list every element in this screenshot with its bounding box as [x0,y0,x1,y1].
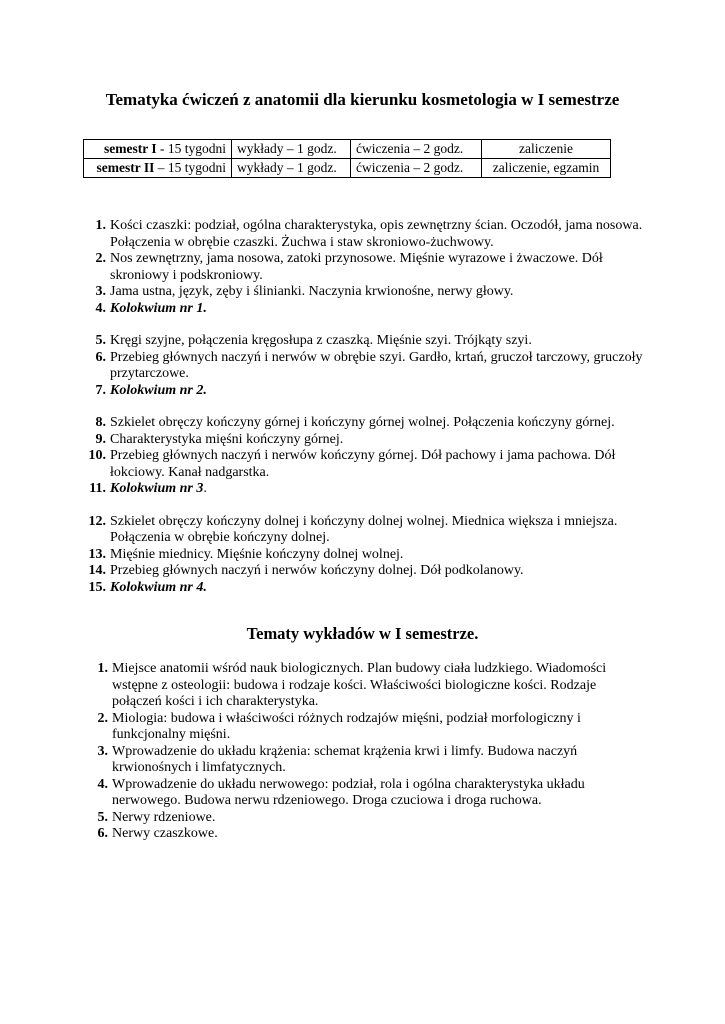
item-number: 2. [95,251,106,266]
item-number: 4. [95,300,106,316]
list-item [84,514,654,547]
table-row [84,159,611,178]
semester-duration: – 15 tygodni [154,160,226,175]
list-item [86,711,646,744]
list-item [84,301,654,318]
item-text: Kolokwium nr 1. [110,300,207,316]
item-text: Kolokwium nr 4. [110,579,207,595]
list-item [84,383,654,400]
lectures-cell: wykłady – 1 godz. [232,159,351,178]
list-item [84,333,654,350]
lectures-title: Tematy wykładów w I semestrze. [246,624,479,643]
item-number: 6. [97,826,108,841]
item-number: 8. [95,415,106,430]
item-text: Nos zewnętrzny, jama nosowa, zatoki przynosowe. Mięśnie wyrazowe i żwaczowe. Dół skroniowy i podskroniowy. [110,251,603,283]
item-number: 6. [95,349,106,365]
schedule-table [83,139,611,178]
item-number: 12. [88,513,106,529]
item-text: Wprowadzenie do układu krążenia: schemat krążenia krwi i limfy. Budowa naczyń krwionośnych i limfatycznych. [112,743,578,775]
exercises-cell: ćwiczenia – 2 godz. [351,159,482,178]
list-item [84,350,654,383]
semester-cell [84,140,232,159]
item-trailing-punctuation: . [203,481,207,496]
item-number: 15. [88,579,106,595]
item-text: Kręgi szyjne, połączenia kręgosłupa z czaszką. Mięśnie szyi. Trójkąty szyi. [110,333,532,348]
list-item [84,432,654,449]
list-item [86,826,646,843]
semester-label: semestr II [96,160,155,175]
list-item [84,563,654,580]
item-number: 10. [88,448,106,463]
item-number: 5. [97,809,108,825]
list-item [84,218,654,251]
item-number: 2. [97,710,108,726]
list-item [84,547,654,564]
item-text: Miologia: budowa i właściwości różnych rodzajów mięśni, podział morfologiczny i funkcjonalny mięśni. [112,710,581,742]
item-number: 7. [95,382,106,398]
list-item [86,810,646,827]
item-number: 1. [97,661,108,676]
item-number: 9. [95,431,106,447]
item-text: Przebieg głównych naczyń i nerwów kończyny dolnej. Dół podkolanowy. [110,563,524,578]
assessment-cell: zaliczenie, egzamin [482,159,611,178]
semester-cell [84,159,232,178]
item-text: Szkielet obręczy kończyny dolnej i kończyny dolnej wolnej. Miednica większa i mniejsza. Połączenia w obrębie kończyny dolnej. [110,513,618,545]
semester-duration: - 15 tygodni [156,141,226,156]
item-text: Kolokwium nr 2. [110,382,207,398]
item-text: Nerwy rdzeniowe. [112,809,216,825]
assessment-cell: zaliczenie [482,140,611,159]
item-text: Mięśnie miednicy. Mięśnie kończyny dolnej wolnej. [110,546,404,562]
list-item [86,744,646,777]
item-number: 5. [95,333,106,348]
lecture-topics-list [86,661,646,843]
item-text: Wprowadzenie do układu nerwowego: podział, rola i ogólna charakterystyka układu nerwowego. Budowa nerwu rdzeniowego. Droga czuciowa i droga ruchowa. [112,776,585,808]
list-item [84,284,654,301]
item-number: 11. [89,481,106,496]
item-text: Charakterystyka mięśni kończyny górnej. [110,431,344,447]
list-item [84,580,654,597]
item-text: Szkielet obręczy kończyny górnej i kończyny górnej wolnej. Połączenia kończyny górnej. [110,415,615,430]
item-text: Przebieg głównych naczyń i nerwów kończyny górnej. Dół pachowy i jama pachowa. Dół łokciowy. Kanał nadgarstka. [110,448,616,480]
list-item [84,251,654,284]
item-text: Jama ustna, język, zęby i ślinianki. Naczynia krwionośne, nerwy głowy. [110,284,514,299]
item-text: Nerwy czaszkowe. [112,826,218,841]
item-number: 3. [97,743,108,759]
table-row [84,140,611,159]
semester-label: semestr I [104,141,157,156]
item-text: Kości czaszki: podział, ogólna charakterystyka, opis zewnętrzny ścian. Oczodół, jama nosowa. Połączenia w obrębie czaszki. Żuchwa i staw skroniowo-żuchwowy. [110,218,643,250]
item-number: 3. [95,284,106,299]
page-title: Tematyka ćwiczeń z anatomii dla kierunku kosmetologia w I semestrze [105,90,620,109]
item-text: Miejsce anatomii wśród nauk biologicznych. Plan budowy ciała ludzkiego. Wiadomości wstępne z osteologii: budowa i rodzaje kości. Właściwości biologiczne kości. Rodzaje połączeń kości i ich charakterystyka. [112,661,607,709]
list-item [84,481,654,498]
item-number: 1. [95,218,106,233]
list-item [84,448,654,481]
exercise-topics-list [84,218,654,596]
item-text: Przebieg głównych naczyń i nerwów w obrębie szyi. Gardło, krtań, gruczoł tarczowy, gruczoły przytarczowe. [110,349,643,381]
item-number: 13. [88,546,106,562]
item-number: 14. [88,563,106,578]
list-item [86,777,646,810]
item-number: 4. [97,776,108,792]
item-text: Kolokwium nr 3 [110,481,204,496]
list-item [86,661,646,711]
list-item [84,415,654,432]
exercises-cell: ćwiczenia – 2 godz. [351,140,482,159]
lectures-cell: wykłady – 1 godz. [232,140,351,159]
